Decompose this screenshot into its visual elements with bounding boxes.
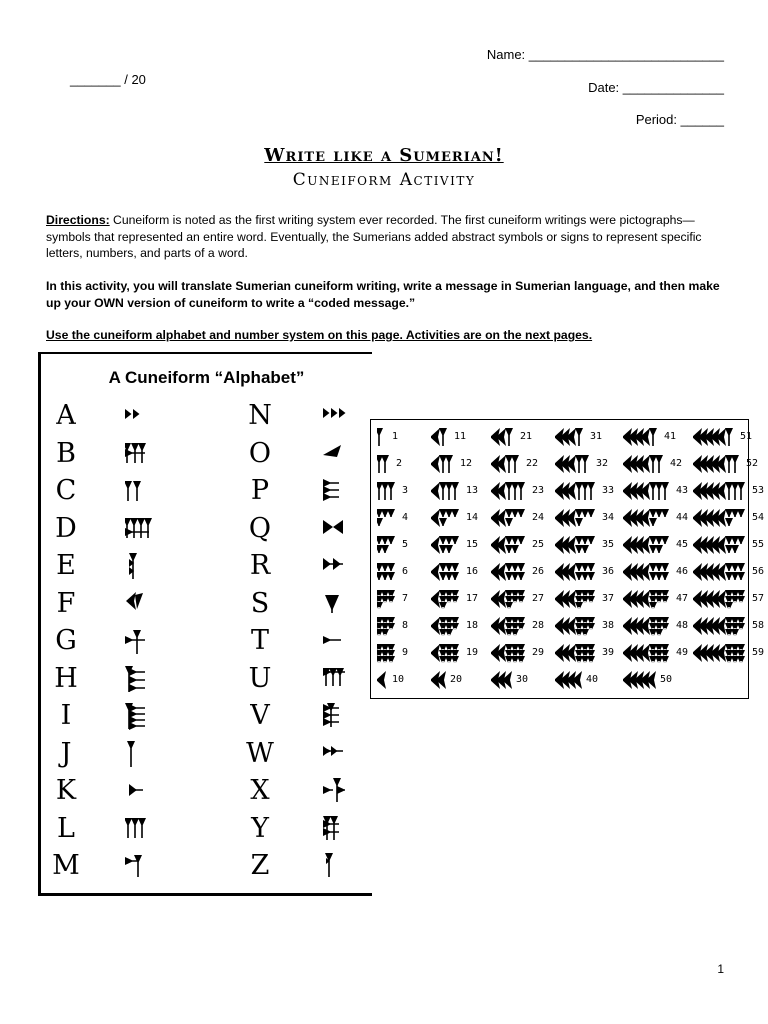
cuneiform-glyph-h-icon bbox=[125, 666, 155, 694]
alphabet-letter-b: B bbox=[56, 437, 76, 469]
cuneiform-glyph-z-icon bbox=[323, 853, 353, 881]
cuneiform-number-2-icon bbox=[377, 452, 395, 476]
alphabet-title: A Cuneiform “Alphabet” bbox=[108, 368, 305, 387]
cuneiform-glyph-a-icon bbox=[125, 403, 155, 431]
cuneiform-number-23-icon bbox=[491, 479, 531, 503]
page-subtitle: Cuneiform Activity bbox=[292, 170, 476, 190]
alphabet-letter-i: I bbox=[60, 700, 72, 731]
cuneiform-number-16-icon bbox=[431, 560, 465, 584]
alphabet-letter-z: Z bbox=[250, 850, 270, 881]
cuneiform-glyph-s-icon bbox=[323, 591, 353, 619]
number-label: 1 bbox=[392, 431, 399, 442]
cuneiform-glyph-j-icon bbox=[125, 741, 155, 769]
cuneiform-number-52-icon bbox=[693, 452, 745, 476]
number-label: 5 bbox=[402, 539, 409, 550]
number-label: 29 bbox=[532, 647, 545, 658]
cuneiform-number-41-icon bbox=[623, 425, 663, 449]
cuneiform-number-29-icon bbox=[491, 641, 531, 665]
number-label: 47 bbox=[676, 593, 689, 604]
cuneiform-number-9-icon bbox=[377, 641, 401, 665]
cuneiform-alphabet-panel bbox=[38, 352, 372, 896]
instructions-paragraph: Use the cuneiform alphabet and number system on this page. Activities are on the next pages. bbox=[46, 328, 593, 342]
cuneiform-number-30-icon bbox=[491, 668, 515, 692]
cuneiform-glyph-n-icon bbox=[323, 403, 353, 431]
number-label: 48 bbox=[676, 620, 689, 631]
cuneiform-number-48-icon bbox=[623, 614, 675, 638]
cuneiform-glyph-x-icon bbox=[323, 778, 353, 806]
number-label: 46 bbox=[676, 566, 689, 577]
number-label: 56 bbox=[752, 566, 765, 577]
cuneiform-number-49-icon bbox=[623, 641, 675, 665]
cuneiform-number-46-icon bbox=[623, 560, 675, 584]
number-label: 54 bbox=[752, 512, 765, 523]
cuneiform-number-44-icon bbox=[623, 506, 675, 530]
number-label: 20 bbox=[450, 674, 463, 685]
number-label: 36 bbox=[602, 566, 615, 577]
cuneiform-glyph-m-icon bbox=[125, 853, 155, 881]
alphabet-letter-e: E bbox=[56, 550, 76, 581]
alphabet-letter-q: Q bbox=[248, 512, 272, 544]
cuneiform-number-7-icon bbox=[377, 587, 401, 611]
alphabet-letter-h: H bbox=[54, 662, 78, 694]
number-label: 3 bbox=[402, 485, 409, 496]
number-label: 57 bbox=[752, 593, 765, 604]
cuneiform-number-33-icon bbox=[555, 479, 601, 503]
number-label: 8 bbox=[402, 620, 409, 631]
alphabet-letter-g: G bbox=[55, 625, 77, 656]
number-label: 40 bbox=[586, 674, 599, 685]
cuneiform-number-24-icon bbox=[491, 506, 531, 530]
cuneiform-glyph-q-icon bbox=[323, 516, 353, 544]
period-line[interactable]: Period: ______ bbox=[635, 112, 724, 127]
cuneiform-glyph-f-icon bbox=[125, 591, 155, 619]
cuneiform-number-50-icon bbox=[623, 668, 659, 692]
cuneiform-number-35-icon bbox=[555, 533, 601, 557]
cuneiform-number-5-icon bbox=[377, 533, 401, 557]
number-label: 41 bbox=[664, 431, 677, 442]
number-label: 39 bbox=[602, 647, 615, 658]
cuneiform-number-12-icon bbox=[431, 452, 459, 476]
number-label: 59 bbox=[752, 647, 765, 658]
number-label: 50 bbox=[660, 674, 673, 685]
alphabet-letter-n: N bbox=[248, 400, 272, 431]
cuneiform-glyph-t-icon bbox=[323, 628, 353, 656]
cuneiform-number-25-icon bbox=[491, 533, 531, 557]
directions-paragraph bbox=[46, 212, 726, 262]
cuneiform-number-15-icon bbox=[431, 533, 465, 557]
cuneiform-number-21-icon bbox=[491, 425, 519, 449]
cuneiform-number-10-icon bbox=[377, 668, 391, 692]
cuneiform-number-13-icon bbox=[431, 479, 465, 503]
cuneiform-number-22-icon bbox=[491, 452, 525, 476]
number-label: 55 bbox=[752, 539, 765, 550]
cuneiform-number-6-icon bbox=[377, 560, 401, 584]
alphabet-letter-x: X bbox=[250, 775, 270, 806]
number-label: 51 bbox=[740, 431, 753, 442]
number-label: 25 bbox=[532, 539, 545, 550]
cuneiform-number-20-icon bbox=[431, 668, 449, 692]
number-label: 30 bbox=[516, 674, 529, 685]
cuneiform-number-11-icon bbox=[431, 425, 453, 449]
cuneiform-glyph-g-icon bbox=[125, 628, 155, 656]
cuneiform-number-38-icon bbox=[555, 614, 601, 638]
cuneiform-glyph-y-icon bbox=[323, 816, 353, 844]
number-label: 34 bbox=[602, 512, 615, 523]
date-line[interactable]: Date: ______________ bbox=[588, 80, 724, 95]
cuneiform-number-34-icon bbox=[555, 506, 601, 530]
cuneiform-number-57-icon bbox=[693, 587, 751, 611]
cuneiform-glyph-e-icon bbox=[125, 553, 155, 581]
cuneiform-glyph-i-icon bbox=[125, 703, 155, 731]
number-label: 49 bbox=[676, 647, 689, 658]
alphabet-letter-a: A bbox=[56, 400, 76, 431]
alphabet-letter-p: P bbox=[250, 475, 270, 506]
number-label: 2 bbox=[396, 458, 403, 469]
number-label: 11 bbox=[454, 431, 467, 442]
cuneiform-number-8-icon bbox=[377, 614, 401, 638]
number-label: 21 bbox=[520, 431, 533, 442]
alphabet-letter-f: F bbox=[56, 587, 76, 619]
cuneiform-number-1-icon bbox=[377, 425, 391, 449]
cuneiform-glyph-w-icon bbox=[323, 741, 353, 769]
number-label: 6 bbox=[402, 566, 409, 577]
cuneiform-number-4-icon bbox=[377, 506, 401, 530]
number-label: 13 bbox=[466, 485, 479, 496]
cuneiform-number-51-icon bbox=[693, 425, 739, 449]
cuneiform-number-40-icon bbox=[555, 668, 585, 692]
number-label: 32 bbox=[596, 458, 609, 469]
number-label: 35 bbox=[602, 539, 615, 550]
cuneiform-number-47-icon bbox=[623, 587, 675, 611]
cuneiform-glyph-p-icon bbox=[323, 478, 353, 506]
cuneiform-number-18-icon bbox=[431, 614, 465, 638]
number-label: 38 bbox=[602, 620, 615, 631]
cuneiform-number-45-icon bbox=[623, 533, 675, 557]
number-label: 43 bbox=[676, 485, 689, 496]
number-label: 42 bbox=[670, 458, 683, 469]
number-label: 45 bbox=[676, 539, 689, 550]
alphabet-letter-w: W bbox=[246, 737, 274, 769]
cuneiform-glyph-r-icon bbox=[323, 553, 353, 581]
alphabet-letter-o: O bbox=[248, 437, 272, 469]
alphabet-letter-t: T bbox=[250, 625, 269, 656]
alphabet-letter-v: V bbox=[250, 700, 270, 731]
score-line[interactable]: _______ / 20 bbox=[70, 72, 146, 87]
alphabet-letter-s: S bbox=[250, 587, 270, 619]
cuneiform-glyph-c-icon bbox=[125, 478, 155, 506]
name-line[interactable]: Name: ___________________________ bbox=[486, 47, 724, 62]
cuneiform-number-59-icon bbox=[693, 641, 751, 665]
cuneiform-number-43-icon bbox=[623, 479, 675, 503]
activity-paragraph: In this activity, you will translate Sumerian cuneiform writing, write a message in Sumerian language, and then make up your OWN version of cuneiform to write a “coded message.” bbox=[46, 279, 720, 310]
number-label: 53 bbox=[752, 485, 765, 496]
cuneiform-number-36-icon bbox=[555, 560, 601, 584]
cuneiform-glyph-d-icon bbox=[125, 516, 155, 544]
cuneiform-number-53-icon bbox=[693, 479, 751, 503]
number-label: 26 bbox=[532, 566, 545, 577]
number-label: 12 bbox=[460, 458, 473, 469]
alphabet-letter-d: D bbox=[55, 512, 77, 544]
number-label: 18 bbox=[466, 620, 479, 631]
page-title: Write like a Sumerian! bbox=[264, 145, 504, 166]
number-label: 23 bbox=[532, 485, 545, 496]
number-label: 16 bbox=[466, 566, 479, 577]
cuneiform-number-55-icon bbox=[693, 533, 751, 557]
alphabet-letter-k: K bbox=[55, 775, 77, 806]
cuneiform-number-28-icon bbox=[491, 614, 531, 638]
cuneiform-number-42-icon bbox=[623, 452, 669, 476]
cuneiform-number-37-icon bbox=[555, 587, 601, 611]
page-number: 1 bbox=[717, 962, 724, 976]
number-label: 37 bbox=[602, 593, 615, 604]
alphabet-letter-c: C bbox=[55, 475, 77, 506]
cuneiform-glyph-k-icon bbox=[125, 778, 155, 806]
number-label: 58 bbox=[752, 620, 765, 631]
cuneiform-number-26-icon bbox=[491, 560, 531, 584]
number-label: 17 bbox=[466, 593, 479, 604]
number-label: 19 bbox=[466, 647, 479, 658]
number-label: 10 bbox=[392, 674, 405, 685]
number-label: 33 bbox=[602, 485, 615, 496]
number-label: 27 bbox=[532, 593, 545, 604]
number-label: 28 bbox=[532, 620, 545, 631]
number-label: 14 bbox=[466, 512, 479, 523]
number-label: 52 bbox=[746, 458, 759, 469]
cuneiform-number-31-icon bbox=[555, 425, 589, 449]
cuneiform-number-27-icon bbox=[491, 587, 531, 611]
cuneiform-number-14-icon bbox=[431, 506, 465, 530]
cuneiform-number-58-icon bbox=[693, 614, 751, 638]
cuneiform-glyph-o-icon bbox=[323, 441, 353, 469]
number-label: 15 bbox=[466, 539, 479, 550]
cuneiform-number-56-icon bbox=[693, 560, 751, 584]
alphabet-letter-l: L bbox=[57, 812, 75, 844]
cuneiform-number-17-icon bbox=[431, 587, 465, 611]
number-label: 44 bbox=[676, 512, 689, 523]
number-label: 7 bbox=[402, 593, 409, 604]
number-label: 9 bbox=[402, 647, 409, 658]
cuneiform-number-54-icon bbox=[693, 506, 751, 530]
directions-text: Cuneiform is noted as the first writing system ever recorded. The first cuneiform writings were pictographs—symbols that represented an entire word. Eventually, the Sumerians added abstract symbols or signs to represent specific letters, numbers, and parts of a word. bbox=[46, 213, 702, 260]
cuneiform-glyph-u-icon bbox=[323, 666, 353, 694]
alphabet-letter-y: Y bbox=[251, 812, 269, 844]
number-label: 24 bbox=[532, 512, 545, 523]
cuneiform-number-39-icon bbox=[555, 641, 601, 665]
cuneiform-number-32-icon bbox=[555, 452, 595, 476]
alphabet-letter-j: J bbox=[60, 737, 72, 769]
number-label: 22 bbox=[526, 458, 539, 469]
directions-lead: Directions: bbox=[46, 213, 110, 227]
alphabet-letter-u: U bbox=[248, 662, 272, 694]
alphabet-letter-m: M bbox=[52, 850, 80, 881]
alphabet-letter-r: R bbox=[249, 550, 271, 581]
cuneiform-glyph-v-icon bbox=[323, 703, 353, 731]
cuneiform-glyph-l-icon bbox=[125, 816, 155, 844]
cuneiform-glyph-b-icon bbox=[125, 441, 155, 469]
cuneiform-numbers-panel bbox=[370, 419, 765, 699]
cuneiform-number-3-icon bbox=[377, 479, 401, 503]
number-label: 31 bbox=[590, 431, 603, 442]
number-label: 4 bbox=[402, 512, 409, 523]
cuneiform-number-19-icon bbox=[431, 641, 465, 665]
